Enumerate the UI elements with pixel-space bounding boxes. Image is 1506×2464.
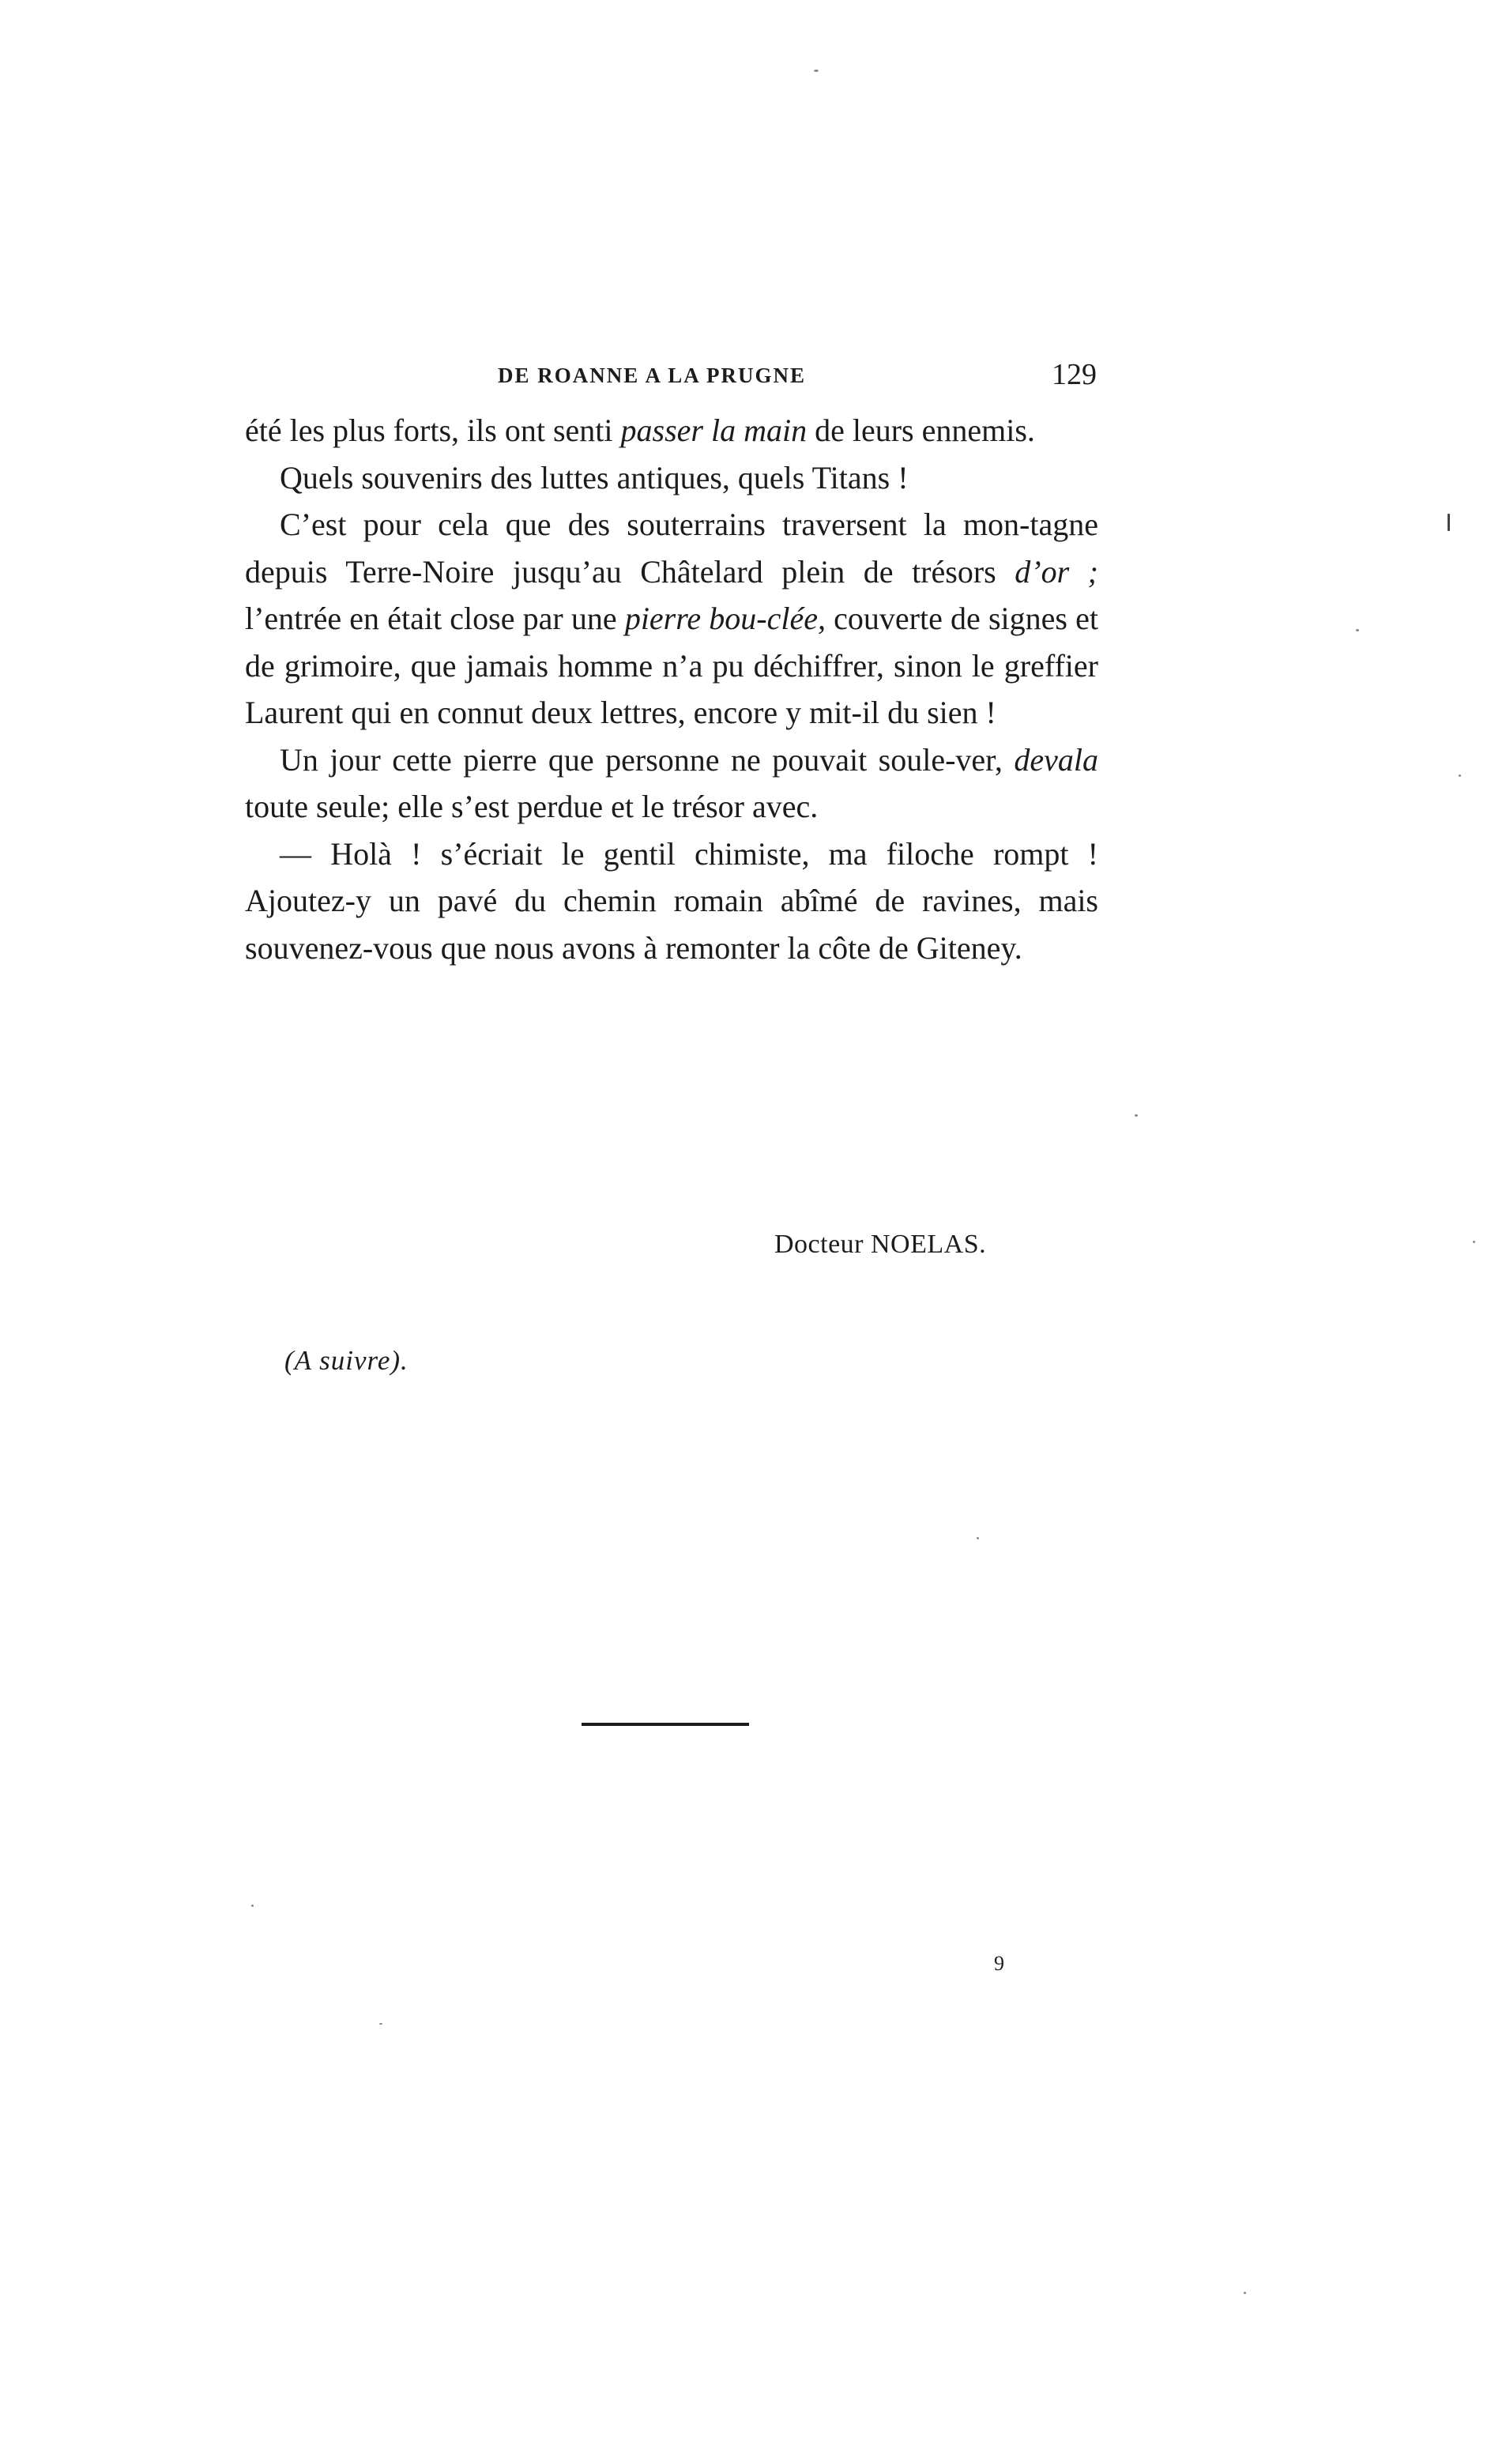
paragraph-4-segment-1: Un jour cette pierre que personne ne pouvait soule-ver, [280, 741, 1015, 778]
paragraph-3-segment-4: pierre bou-clée, [624, 601, 826, 636]
to-be-continued: (A suivre). [284, 1345, 409, 1376]
paragraph-3-segment-2: d’or ; [1015, 553, 1098, 590]
scan-speck [977, 1537, 979, 1539]
running-title: DE ROANNE A LA PRUGNE [498, 364, 807, 387]
paragraph-3 [245, 501, 1098, 737]
scan-speck [1356, 629, 1359, 631]
paragraph-3-segment-5: couverte de signes et de grimoire, que jamais homme n’a pu déchiffrer, sinon le greffier Laurent qui en connut deux lettres, encore y mit-il du sien ! [245, 601, 1098, 730]
section-rule [582, 1723, 749, 1726]
paragraph-1-segment-2: passer la main [620, 413, 808, 448]
author-signature: Docteur NOELAS. [774, 1230, 987, 1259]
paragraph-4-segment-2: devala [1014, 741, 1098, 778]
scan-speck [1473, 1241, 1475, 1243]
paragraph-5 [245, 831, 1098, 972]
paragraph-5-segment-1: — Holà ! s’écriait le gentil chimiste, ma filoche rompt ! Ajoutez-y un pavé du chemin romain abîmé de ravines, mais souvenez-vous que nous avons à remonter la côte de Giteney. [245, 835, 1098, 966]
scan-speck [379, 2023, 382, 2025]
paragraph-2 [245, 454, 1098, 502]
scan-speck [814, 70, 819, 72]
paragraph-4-segment-3: toute seule; elle s’est perdue et le trésor avec. [245, 789, 819, 824]
body-text [245, 407, 1098, 971]
scan-speck [1244, 2292, 1246, 2294]
scan-speck [1459, 774, 1461, 777]
scan-speck [251, 1905, 254, 1907]
running-head [245, 357, 1106, 397]
paragraph-3-segment-1: C’est pour cela que des souterrains traversent la mon-tagne depuis Terre-Noire jusqu’au Châtelard plein de trésors [245, 507, 1098, 590]
paragraph-1-segment-3: de leurs ennemis. [807, 413, 1035, 448]
paragraph-1 [245, 407, 1098, 454]
scan-speck [1448, 514, 1450, 531]
paragraph-2-segment-1: Quels souvenirs des luttes antiques, quels Titans ! [280, 459, 909, 495]
paragraph-1-segment-1: été les plus forts, ils ont senti [245, 413, 621, 448]
paragraph-3-segment-3: l’entrée en était close par une [245, 601, 625, 636]
scan-speck [1135, 1114, 1138, 1117]
paragraph-4 [245, 737, 1098, 831]
printer-signature-mark: 9 [994, 1952, 1004, 1975]
page-number: 129 [1052, 358, 1097, 391]
